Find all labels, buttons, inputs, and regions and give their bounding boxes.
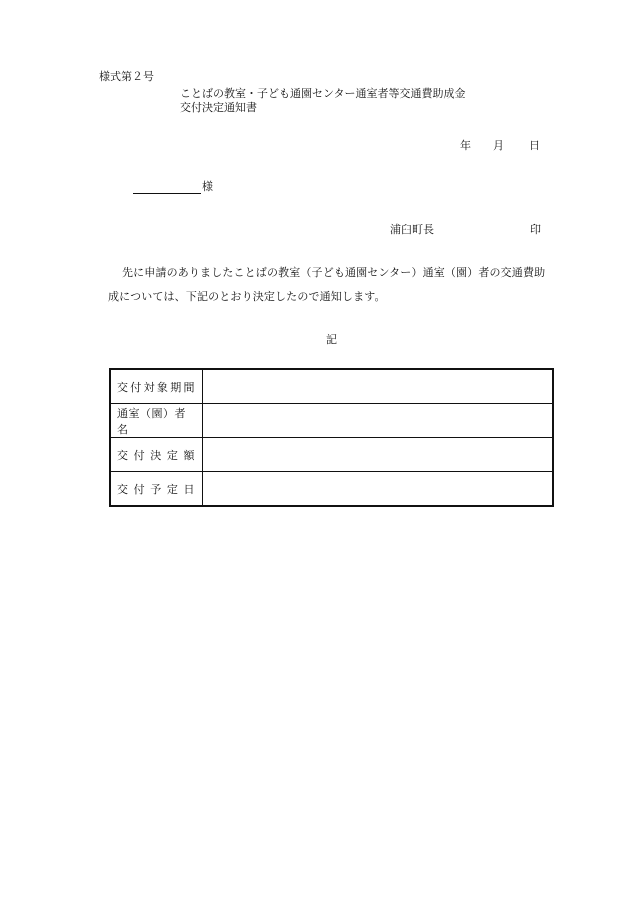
document-title-line2: 交付決定通知書 [180, 101, 257, 114]
body-text-line1: 先に申請のありましたことばの教室（子ども通園センター）通室（園）者の交通費助 [122, 266, 546, 279]
date-day-label: 日 [529, 139, 540, 152]
date-line [460, 137, 540, 153]
seal-mark: 印 [530, 223, 541, 236]
form-number: 様式第２号 [99, 70, 154, 83]
label-scheduled-date: 交付予定日 [110, 472, 202, 507]
label-period: 交付対象期間 [110, 369, 202, 404]
document-title-line1: ことばの教室・子ども通園センター通室者等交通費助成金 [180, 87, 466, 100]
label-decided-amount: 交付決定額 [110, 438, 202, 472]
body-text-line2: 成については、下記のとおり決定したので通知します。 [108, 290, 386, 303]
table-row [110, 404, 553, 438]
date-year-label: 年 [460, 139, 471, 152]
value-attendee-name [202, 404, 553, 438]
recipient-line [133, 178, 213, 194]
issuer-name: 浦臼町長 [390, 223, 434, 236]
label-attendee-name: 通室（園）者名 [110, 404, 202, 438]
detail-table [109, 368, 554, 507]
value-period [202, 369, 553, 404]
value-scheduled-date [202, 472, 553, 507]
table-row [110, 472, 553, 507]
table-row [110, 438, 553, 472]
date-month-label: 月 [493, 139, 504, 152]
recipient-name-blank [133, 181, 201, 194]
value-decided-amount [202, 438, 553, 472]
table-row [110, 369, 553, 404]
ki-heading: 記 [326, 333, 337, 346]
recipient-suffix: 様 [202, 180, 213, 193]
